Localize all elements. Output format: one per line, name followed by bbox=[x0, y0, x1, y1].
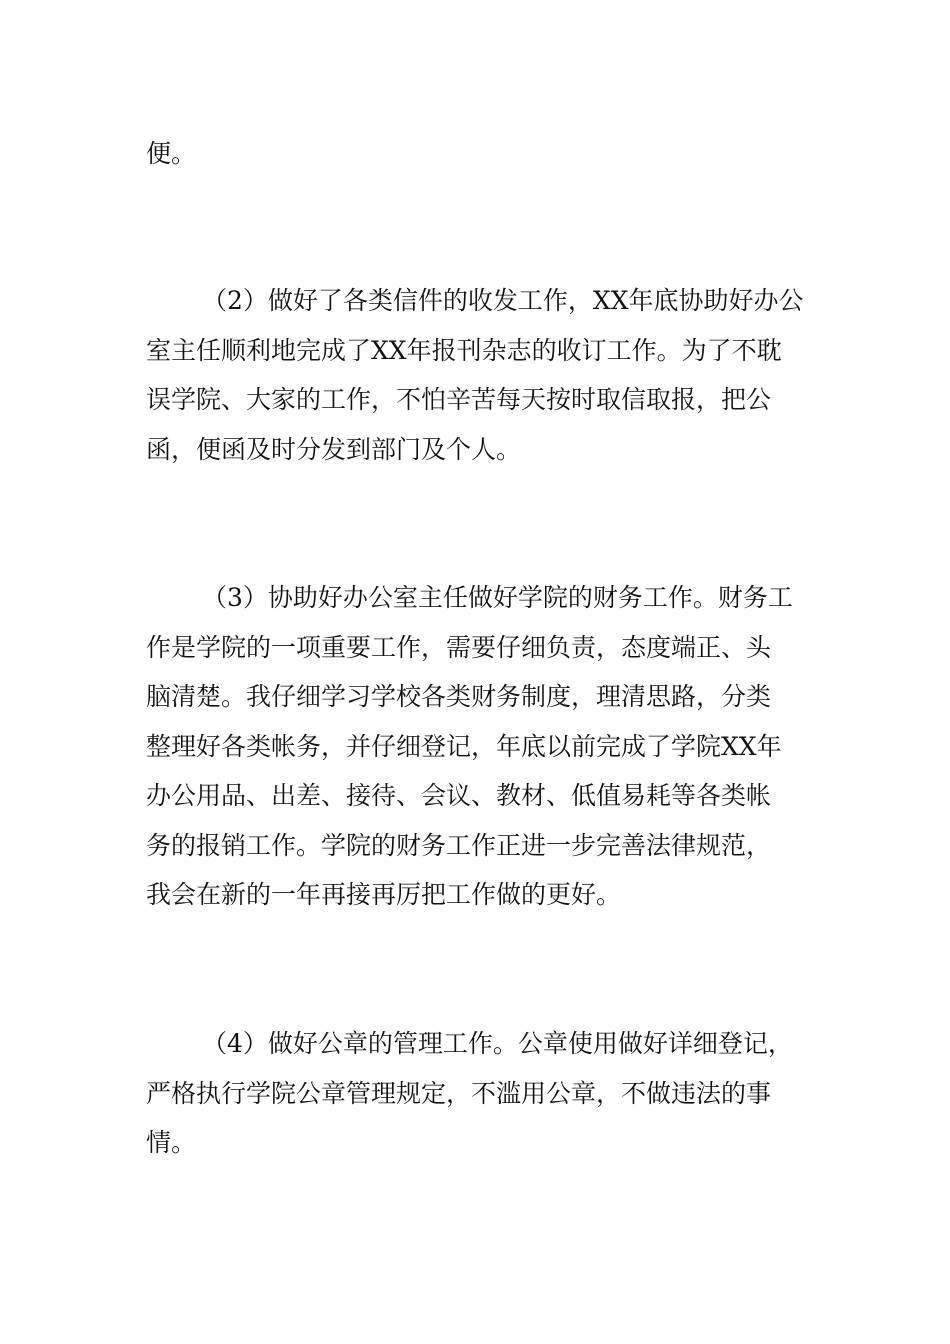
text-line: 我会在新的一年再接再厉把工作做的更好。 bbox=[146, 880, 622, 909]
paragraph-item-3 bbox=[146, 573, 808, 920]
text-line: 情。 bbox=[146, 1128, 197, 1157]
text-line: 函，便函及时分发到部门及个人。 bbox=[146, 434, 522, 464]
text-line: 便。 bbox=[146, 139, 197, 168]
text-line: 作是学院的一项重要工作，需要仔细负责，态度端正、头 bbox=[146, 632, 772, 662]
text-line: 脑清楚。我仔细学习学校各类财务制度，理清思路，分类 bbox=[146, 682, 772, 711]
text-line: （4）做好公章的管理工作。公章使用做好详细登记， bbox=[202, 1029, 793, 1058]
text-line: 整理好各类帐务，并仔细登记，年底以前完成了学院XX年 bbox=[146, 731, 782, 761]
text-line: 严格执行学院公章管理规定，不滥用公章，不做违法的事 bbox=[146, 1078, 772, 1108]
paragraph-item-2 bbox=[146, 276, 808, 474]
text-line: 室主任顺利地完成了XX年报刊杂志的收订工作。为了不耽 bbox=[146, 335, 782, 365]
text-line: 误学院、大家的工作，不怕辛苦每天按时取信取报，把公 bbox=[146, 385, 772, 414]
text-line: 办公用品、出差、接待、会议、教材、低值易耗等各类帐 bbox=[146, 781, 772, 810]
text-line: （2）做好了各类信件的收发工作，XX年底协助好办公 bbox=[202, 286, 804, 315]
paragraph-continuation bbox=[146, 129, 808, 179]
paragraph-item-4 bbox=[146, 1019, 808, 1168]
text-line: （3）协助好办公室主任做好学院的财务工作。财务工 bbox=[202, 583, 793, 612]
text-line: 务的报销工作。学院的财务工作正进一步完善法律规范， bbox=[146, 830, 772, 860]
